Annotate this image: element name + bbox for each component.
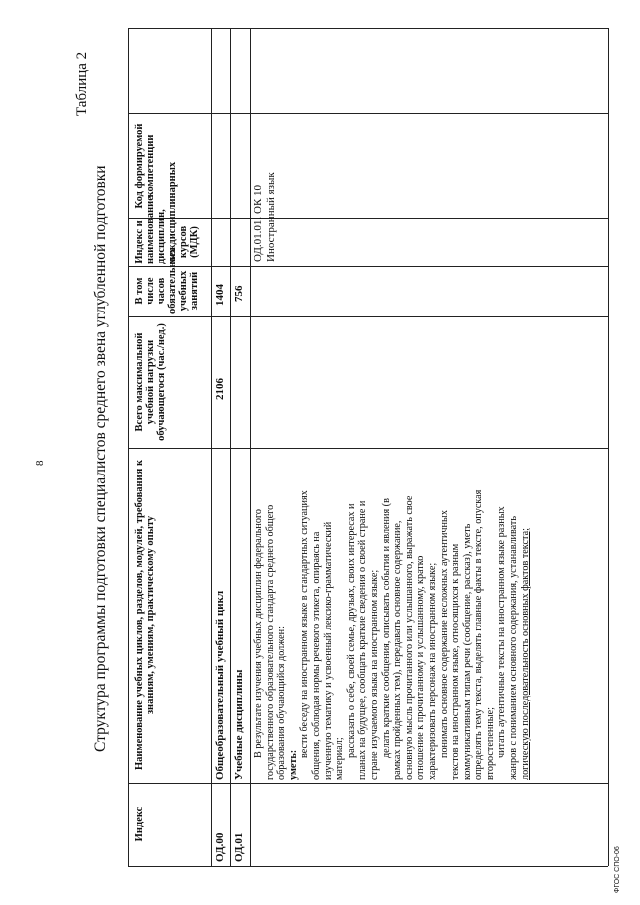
table-border-right [608, 28, 609, 866]
column-divider [128, 448, 608, 449]
column-divider [128, 113, 608, 114]
requirements-text [253, 450, 531, 780]
footer-code: ФГОС СПО-06 [614, 846, 621, 893]
requirements-line: основную мысль прочитанного или услышанного, выражать свое [403, 495, 415, 780]
requirements-line: материал; [334, 737, 346, 780]
header-index: Индекс [134, 806, 145, 842]
row-divider [250, 28, 251, 866]
table-border-bottom [128, 866, 608, 867]
requirements-line: текстов на иностранном языке, относящихся к разным [450, 543, 462, 780]
discipline-name: Иностранный язык [265, 172, 277, 262]
row-divider [211, 28, 212, 866]
table-border-left [128, 28, 129, 866]
row-od00-mandatory: 1404 [214, 284, 226, 306]
page-number: 8 [34, 460, 46, 466]
row-od01-name: Учебные дисциплины [233, 669, 245, 780]
competence-code: ОК 10 [252, 184, 264, 214]
column-divider [128, 266, 608, 267]
requirements-line: жанров с пониманием основного содержания, устанавливать [508, 515, 520, 780]
requirements-line: стране изучаемого языка на иностранном языке; [368, 569, 380, 780]
row-od01-mandatory: 756 [233, 285, 245, 302]
requirements-line: уметь: [287, 749, 299, 780]
requirements-line: образования обучающийся должен: [276, 626, 288, 780]
discipline-code: ОД.01.01. [252, 216, 264, 262]
row-od00-name: Общеобразовательный учебный цикл [214, 590, 226, 780]
requirements-line: вести беседу на иностранном языке в стандартных ситуациях [299, 490, 311, 758]
header-disciplines: Индекс и наименование дисциплин, междисциплинарных курсов (МДК) [134, 161, 200, 264]
requirements-line: изученную тематику и усвоенный лексико-грамматический [322, 521, 334, 780]
requirements-line: понимать основное содержание несложных аутентичных [438, 510, 450, 758]
row-od00-max-load: 2106 [214, 378, 226, 400]
row-divider [230, 28, 231, 866]
table-caption: Таблица 2 [74, 51, 90, 116]
table-border-top [128, 28, 608, 29]
requirements-line: рассказать о себе, своей семье, друзьях, своих интересах и [345, 503, 357, 758]
column-divider [128, 218, 608, 219]
requirements-line: логическую последовательность основных фактов текста; [519, 528, 531, 780]
header-name: Наименование учебных циклов, разделов, модулей, требования к знаниям, умениям, практическому опыту [134, 459, 156, 771]
requirements-line: планах на будущее, сообщать краткие сведения о своей стране и [357, 500, 369, 780]
requirements-line: отношение к прочитанному и услышанному, кратко [415, 555, 427, 780]
requirements-line: читать аутентичные тексты на иностранном языке разных [496, 506, 508, 758]
requirements-line: В результате изучения учебных дисциплин федерального [253, 509, 264, 758]
requirements-line: делать краткие сообщения, описывать события и явления (в [380, 498, 392, 758]
document-title: Структура программы подготовки специалистов среднего звена углубленной подготовки [92, 165, 109, 752]
header-mandatory: В том числе часов обязательных учебных занятий [134, 248, 200, 314]
row-od00-index: ОД.00 [214, 832, 226, 862]
requirements-line: государственного образовательного стандарта среднего общего [264, 504, 276, 780]
requirements-line: рамках пройденных тем), передавать основное содержание, [392, 520, 404, 780]
column-divider [128, 783, 608, 784]
requirements-line: определять тему текста, выделять главные факты в тексте, опуская [473, 489, 485, 780]
requirements-line: коммуникативным типам речи (сообщение, рассказ), уметь [461, 523, 473, 780]
requirements-line: второстепенные; [484, 707, 496, 780]
header-max-load: Всего максимальной учебной нагрузки обучающегося (час./нед.) [134, 323, 167, 441]
requirements-line: общения, соблюдая нормы речевого этикета, опираясь на [310, 531, 322, 780]
requirements-line: характеризовать персонаж на иностранном языке; [426, 562, 438, 780]
column-divider [128, 316, 608, 317]
row-od01-index: ОД.01 [233, 832, 245, 862]
header-competence: Код формируемой компетенции [134, 123, 156, 209]
